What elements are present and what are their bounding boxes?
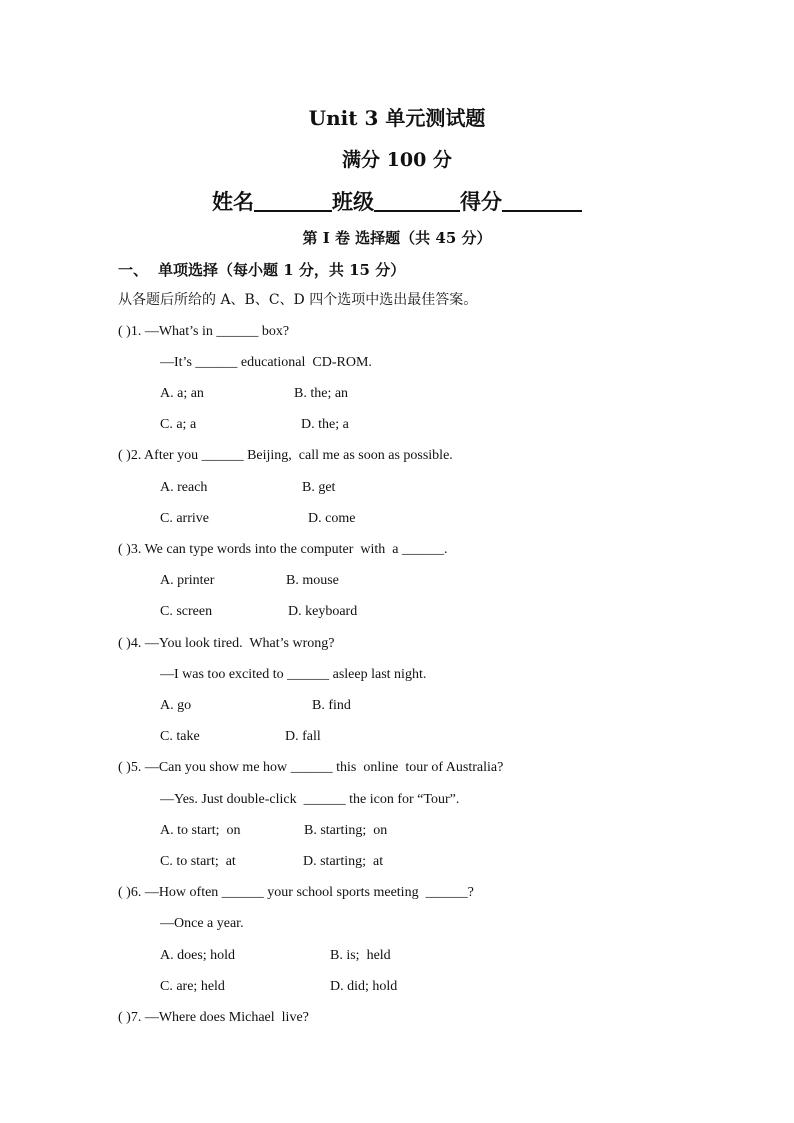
question-4-option-a: A. go: [160, 698, 192, 713]
question-3-option-c: C. screen: [160, 604, 213, 619]
question-6-option-a: A. does; hold: [160, 948, 236, 963]
class-label: 班级: [332, 189, 374, 214]
question-6-subline: —Once a year.: [160, 916, 244, 931]
question-1-option-a: A. a; an: [160, 386, 204, 401]
part-title: 第 I 卷 选择题（共 45 分）: [302, 229, 492, 247]
question-4-subline: —I was too excited to ______ asleep last night.: [160, 667, 427, 682]
page-title: Unit 3 单元测试题: [308, 106, 486, 130]
question-1-option-d: D. the; a: [301, 417, 349, 432]
question-3-option-a: A. printer: [160, 573, 215, 588]
question-2-option-c: C. arrive: [160, 511, 209, 526]
score-label: 得分: [460, 189, 502, 214]
name-blank[interactable]: [254, 186, 332, 212]
question-1-option-c: C. a; a: [160, 417, 197, 432]
question-3-stem: ( )3. We can type words into the computer with a ______.: [118, 542, 448, 557]
question-6-option-b: B. is; held: [330, 948, 391, 963]
section-number: 一、: [118, 261, 149, 279]
question-2-stem: ( )2. After you ______ Beijing, call me as soon as possible.: [118, 448, 453, 463]
question-6-option-d: D. did; hold: [330, 979, 398, 994]
total-score: 满分 100 分: [342, 149, 452, 171]
question-3-option-b: B. mouse: [286, 573, 339, 588]
question-6-option-c: C. are; held: [160, 979, 225, 994]
question-5-option-d: D. starting; at: [303, 854, 384, 869]
question-4-option-b: B. find: [312, 698, 351, 713]
question-4-stem: ( )4. —You look tired. What’s wrong?: [118, 636, 335, 651]
question-6-stem: ( )6. —How often ______ your school sports meeting ______?: [118, 885, 474, 900]
question-2-option-a: A. reach: [160, 480, 208, 495]
question-5-option-a: A. to start; on: [160, 823, 241, 838]
section-heading: [118, 258, 405, 282]
question-5-subline: —Yes. Just double-click ______ the icon for “Tour”.: [160, 792, 460, 807]
question-1-subline: —It’s ______ educational CD-ROM.: [160, 355, 372, 370]
section-instruction: 从各题后所给的 A、B、C、D 四个选项中选出最佳答案。: [118, 292, 478, 308]
question-1-stem: ( )1. —What’s in ______ box?: [118, 324, 290, 339]
question-2-option-d: D. come: [308, 511, 356, 526]
question-5-option-b: B. starting; on: [304, 823, 388, 838]
score-blank[interactable]: [502, 186, 582, 212]
section-title: 单项选择（每小题 1 分，共 15 分）: [158, 261, 406, 279]
question-7-stem: ( )7. —Where does Michael live?: [118, 1010, 309, 1025]
question-5-option-c: C. to start; at: [160, 854, 236, 869]
question-2-option-b: B. get: [302, 480, 336, 495]
question-4-option-d: D. fall: [285, 729, 321, 744]
question-5-stem: ( )5. —Can you show me how ______ this online tour of Australia?: [118, 760, 504, 775]
name-label: 姓名: [212, 189, 254, 214]
question-3-option-d: D. keyboard: [288, 604, 358, 619]
student-info-line: [0, 186, 794, 217]
question-4-option-c: C. take: [160, 729, 200, 744]
question-1-option-b: B. the; an: [294, 386, 349, 401]
class-blank[interactable]: [374, 186, 460, 212]
